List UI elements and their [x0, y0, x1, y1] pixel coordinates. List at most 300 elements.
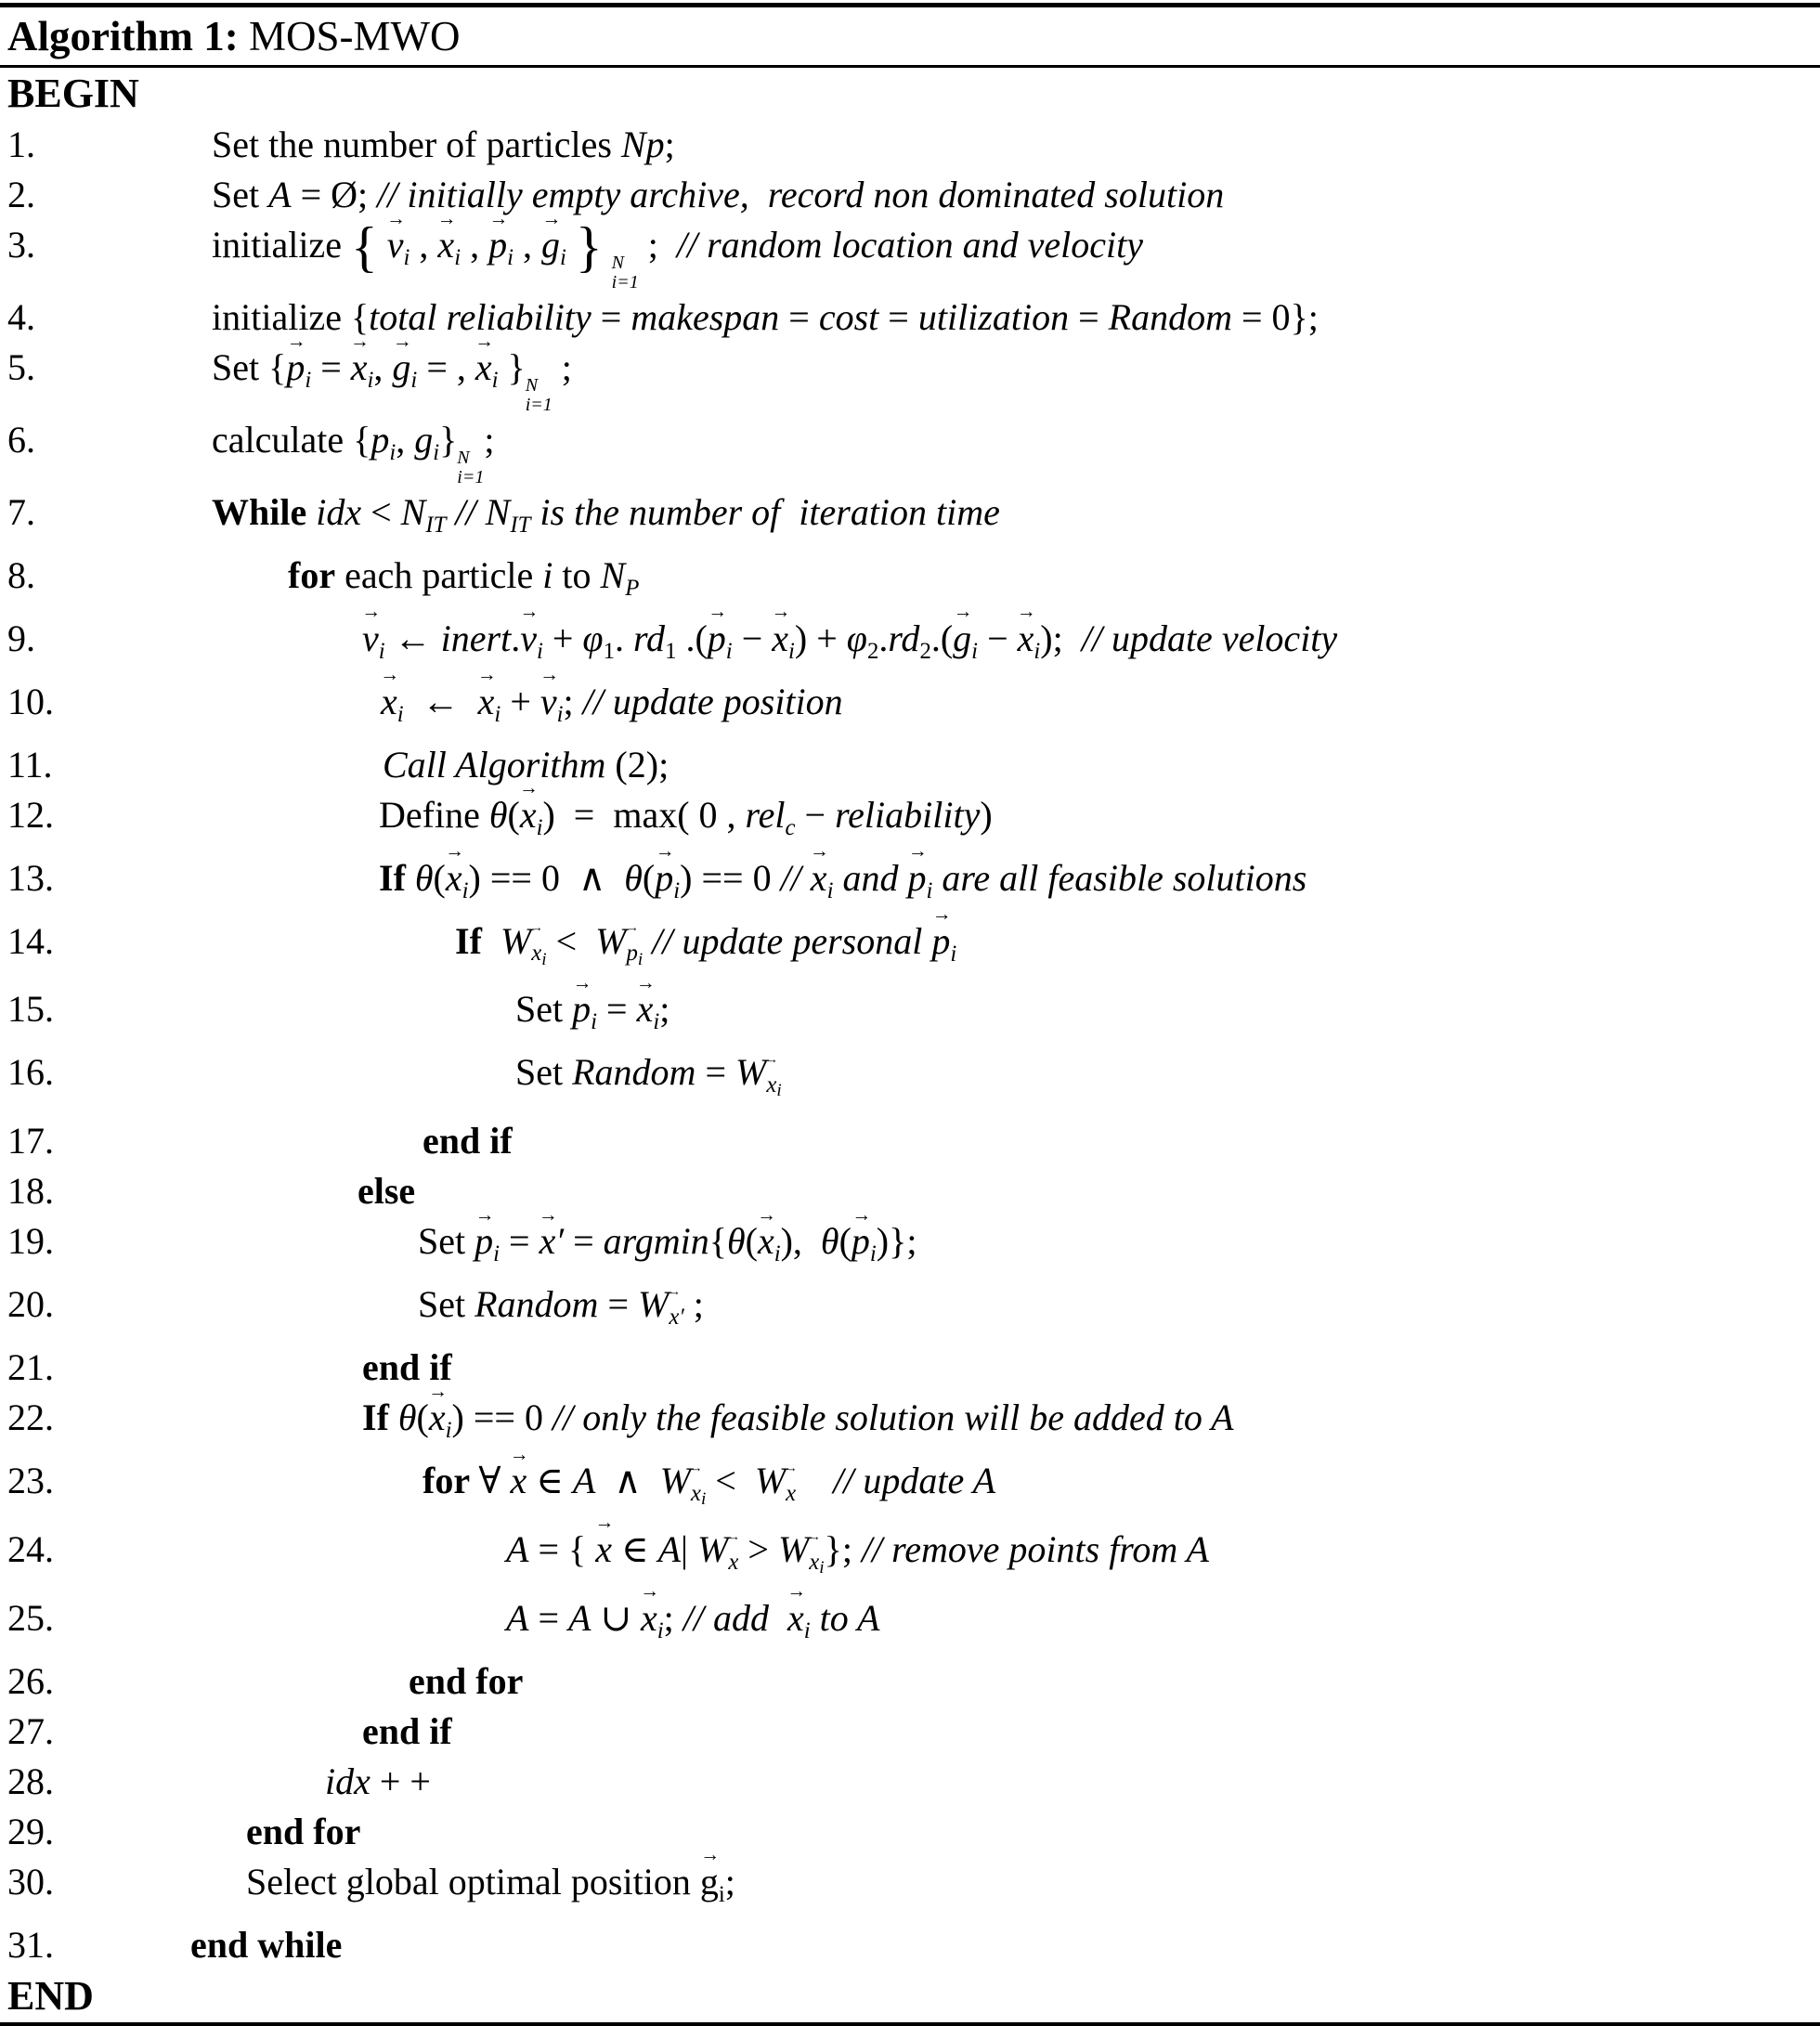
line-number: 17.	[7, 1120, 54, 1162]
code-segment: rd	[632, 617, 666, 659]
algo-line-14	[0, 916, 1820, 985]
code-segment: → p	[626, 929, 637, 979]
code-segment: ,	[410, 224, 438, 266]
line-code	[149, 614, 1337, 677]
code-segment: .(	[676, 617, 708, 659]
code-segment: θ	[414, 856, 434, 899]
algo-line-27	[0, 1707, 1820, 1757]
code-segment: <	[361, 491, 401, 533]
code-segment: cost	[818, 296, 879, 338]
code-segment: IT	[510, 512, 531, 538]
code-segment: Np	[620, 123, 665, 165]
code-segment: 2	[866, 638, 879, 664]
line-code	[149, 216, 1143, 292]
code-segment	[378, 224, 387, 266]
code-segment: i	[403, 244, 410, 270]
code-segment: (	[416, 1396, 429, 1439]
line-code	[149, 551, 639, 614]
code-segment: A	[657, 1527, 682, 1570]
line-code	[149, 487, 1000, 551]
line-code	[149, 1047, 782, 1116]
code-segment: 1	[603, 638, 615, 664]
code-segment: >	[738, 1527, 778, 1570]
code-segment: c	[785, 814, 796, 840]
code-segment: idx	[325, 1760, 370, 1802]
code-segment: Random	[1108, 296, 1232, 338]
algo-line-22	[0, 1393, 1820, 1456]
code-segment: W	[595, 919, 627, 962]
code-segment: utilization	[917, 296, 1070, 338]
code-segment: ),	[780, 1220, 821, 1263]
line-number: 14.	[7, 919, 54, 962]
code-segment: Random	[572, 1051, 696, 1094]
code-segment: i	[653, 1009, 660, 1035]
code-segment: ,	[461, 224, 489, 266]
algo-line-31	[0, 1920, 1820, 1970]
code-segment: → x	[429, 1393, 446, 1443]
line-number: 31.	[7, 1923, 54, 1966]
code-segment: end if	[362, 1709, 452, 1752]
code-segment: (	[507, 793, 520, 836]
code-segment: Select global optimal position	[246, 1860, 700, 1903]
code-segment: // remove points from	[861, 1527, 1187, 1570]
line-number: 11.	[7, 743, 53, 786]
code-segment: + +	[370, 1760, 431, 1802]
line-code	[149, 292, 1319, 343]
code-segment: → x	[520, 790, 537, 840]
code-segment: W	[638, 1283, 670, 1326]
code-segment: → x	[1018, 614, 1034, 664]
code-segment	[446, 491, 455, 533]
line-code	[149, 916, 956, 985]
algorithm-box	[0, 3, 1820, 2019]
algorithm-title: MOS-MWO	[238, 13, 461, 59]
code-segment: → x	[475, 343, 492, 393]
code-segment: for	[288, 553, 336, 596]
algo-line-18	[0, 1166, 1820, 1216]
code-segment: i	[776, 1081, 782, 1101]
algo-line-8	[0, 551, 1820, 614]
code-segment: =	[779, 296, 819, 338]
code-segment: → x	[669, 1292, 679, 1343]
code-segment: φ	[846, 617, 867, 659]
code-segment: ;	[563, 680, 583, 722]
code-segment: A	[506, 1527, 529, 1570]
algo-line-23	[0, 1456, 1820, 1525]
code-segment: i	[819, 1557, 825, 1578]
line-number: 28.	[7, 1760, 54, 1802]
code-segment: reliability	[835, 793, 981, 836]
code-segment: N	[485, 491, 511, 533]
code-segment: → g	[392, 343, 410, 393]
code-segment: |	[681, 1527, 698, 1570]
code-segment: (	[745, 1220, 758, 1263]
line-code	[149, 1807, 360, 1857]
code-segment: W	[659, 1460, 691, 1501]
code-segment: θ	[624, 856, 643, 899]
code-segment: end for	[409, 1659, 524, 1702]
code-segment: calculate {	[212, 419, 371, 461]
code-segment: initialize	[212, 224, 351, 266]
code-segment: ,	[373, 346, 393, 388]
code-segment	[566, 224, 576, 266]
code-segment: → x	[351, 343, 368, 393]
code-segment: {	[708, 1220, 727, 1263]
code-segment: ∈	[526, 1460, 573, 1501]
code-segment: → x	[809, 1538, 819, 1588]
code-segment: W	[777, 1527, 810, 1570]
code-segment: <	[706, 1460, 755, 1501]
code-segment: to	[810, 1596, 858, 1639]
algo-line-13	[0, 853, 1820, 916]
code-segment	[796, 1460, 833, 1501]
code-segment: → p	[655, 853, 673, 903]
line-number: 24.	[7, 1527, 54, 1570]
code-segment: → p	[286, 343, 305, 393]
line-number: 21.	[7, 1346, 54, 1389]
line-number: 19.	[7, 1220, 54, 1263]
line-number: 7.	[7, 491, 35, 533]
code-segment: i	[462, 877, 469, 903]
code-segment: .	[614, 617, 633, 659]
code-segment: .	[511, 617, 521, 659]
code-segment: ′	[679, 1305, 684, 1331]
line-code	[149, 853, 1306, 916]
code-segment: While	[212, 491, 317, 533]
code-segment: ;	[552, 346, 572, 388]
line-number: 29.	[7, 1810, 54, 1852]
line-code	[149, 1343, 452, 1393]
code-segment: → p	[852, 1216, 870, 1266]
code-segment: → x	[786, 1469, 796, 1519]
code-segment: p	[370, 419, 390, 461]
code-segment: → x	[811, 853, 827, 903]
code-segment: i	[433, 439, 440, 465]
code-segment: A	[972, 1460, 995, 1501]
code-segment: {	[350, 216, 378, 278]
line-code	[149, 984, 670, 1047]
code-segment: i	[803, 1617, 811, 1643]
line-code	[149, 170, 1224, 220]
code-segment: i	[445, 1418, 452, 1443]
code-segment: Set	[212, 174, 269, 215]
code-segment: makespan	[630, 296, 780, 338]
line-code	[149, 1656, 523, 1707]
limits-stack: N i=1	[457, 448, 485, 487]
code-segment: N	[600, 553, 626, 596]
line-number: 15.	[7, 988, 54, 1031]
code-segment: =	[528, 1596, 568, 1639]
line-number: 30.	[7, 1860, 54, 1903]
code-segment: i	[536, 814, 543, 840]
code-segment: ,	[396, 419, 415, 461]
code-segment: ) == 0	[451, 1396, 552, 1439]
line-number: 10.	[7, 680, 54, 722]
algo-line-11	[0, 740, 1820, 790]
line-code	[149, 740, 669, 790]
code-segment: // random location and velocity	[676, 224, 1143, 266]
code-segment: W	[697, 1527, 729, 1570]
code-segment: Set {	[212, 346, 287, 388]
code-segment: ∧	[595, 1460, 660, 1501]
code-segment: // update position	[582, 680, 843, 722]
code-segment: → p	[931, 916, 950, 967]
code-segment: → v	[362, 614, 379, 664]
code-segment: i	[700, 1488, 707, 1509]
code-segment: // only the feasible solution will be added to	[552, 1396, 1212, 1439]
algo-line-1	[0, 120, 1820, 170]
line-number: 22.	[7, 1396, 54, 1439]
code-segment: ∪	[591, 1596, 641, 1639]
code-segment: end if	[362, 1346, 452, 1389]
algo-line-9	[0, 614, 1820, 677]
code-segment: +	[500, 680, 540, 722]
code-segment: W	[500, 919, 532, 962]
code-segment: inert	[440, 617, 512, 659]
code-segment: (2);	[605, 743, 670, 786]
line-number: 3.	[7, 224, 35, 266]
line-code	[149, 343, 572, 415]
code-segment: i	[389, 439, 396, 465]
code-segment: i	[673, 877, 681, 903]
code-segment: =	[500, 1220, 540, 1263]
end-keyword: END	[7, 1972, 94, 2019]
code-segment: (	[838, 1220, 852, 1263]
code-segment: → p	[907, 853, 926, 903]
algo-line-10	[0, 677, 1820, 740]
code-segment: A	[1211, 1396, 1234, 1439]
algo-line-30	[0, 1857, 1820, 1920]
code-segment: i	[410, 367, 418, 393]
code-segment: A	[1186, 1527, 1209, 1570]
code-segment: A	[268, 174, 292, 215]
algo-line-28	[0, 1757, 1820, 1807]
code-segment: i	[637, 949, 644, 969]
code-segment: → p	[572, 984, 591, 1034]
code-segment: ;	[724, 1860, 735, 1903]
algorithm-number-label: Algorithm 1:	[7, 13, 239, 59]
code-segment: ;	[638, 224, 677, 266]
code-segment: Call Algorithm	[383, 743, 606, 786]
code-segment: =	[696, 1051, 736, 1094]
code-segment: ) = max( 0 ,	[542, 793, 746, 836]
line-code	[149, 1279, 704, 1343]
code-segment: i	[367, 367, 374, 393]
line-code	[149, 790, 993, 853]
code-segment: = 0};	[1231, 296, 1319, 338]
code-segment: );	[1040, 617, 1082, 659]
code-segment: rel	[745, 793, 786, 836]
algorithm-lines	[0, 120, 1820, 1970]
code-segment: θ	[488, 793, 508, 836]
code-segment: i	[541, 949, 547, 969]
code-segment: i	[507, 244, 514, 270]
code-segment: argmin	[603, 1220, 709, 1263]
code-segment: ←	[384, 617, 441, 659]
line-number: 25.	[7, 1596, 54, 1639]
code-segment: };	[824, 1527, 862, 1570]
code-segment: → v	[387, 220, 404, 270]
code-segment: // update personal	[652, 919, 932, 962]
algo-line-15	[0, 984, 1820, 1047]
code-segment: end while	[190, 1923, 343, 1966]
code-segment: i	[869, 1241, 877, 1267]
begin-keyword: BEGIN	[7, 71, 139, 116]
code-segment: → x	[446, 853, 462, 903]
limits-stack: N i=1	[611, 253, 639, 292]
code-segment: =	[597, 988, 637, 1031]
code-segment: → x	[511, 1456, 527, 1506]
code-segment: i	[536, 638, 543, 664]
code-segment: )	[980, 793, 993, 836]
line-code	[149, 1920, 342, 1970]
code-segment: =	[878, 296, 918, 338]
code-segment: IT	[425, 512, 447, 538]
code-segment: → x	[772, 614, 788, 664]
line-code	[149, 1757, 431, 1807]
code-segment: i	[378, 638, 385, 664]
code-segment: //	[780, 856, 811, 899]
algo-line-4	[0, 292, 1820, 343]
line-number: 16.	[7, 1051, 54, 1094]
code-segment: ;	[484, 419, 495, 461]
code-segment: A	[572, 1460, 596, 1501]
code-segment: → x	[531, 929, 541, 979]
code-segment: → v	[520, 614, 537, 664]
code-segment: // initially empty archive, record non dominated solution	[377, 174, 1225, 215]
code-segment: 1	[665, 638, 677, 664]
code-segment: ←	[403, 680, 478, 722]
code-segment: → x	[691, 1469, 701, 1519]
code-segment: ;	[659, 988, 670, 1031]
code-segment: =	[598, 1283, 639, 1326]
algo-line-21	[0, 1343, 1820, 1393]
code-segment: i	[491, 367, 499, 393]
code-segment: total reliability	[369, 296, 592, 338]
code-segment: → g	[700, 1857, 719, 1907]
code-segment: = ,	[417, 346, 475, 388]
code-segment: rd	[888, 617, 920, 659]
line-code	[149, 677, 843, 740]
code-segment: i	[718, 1881, 725, 1907]
line-code	[149, 1166, 415, 1216]
algo-line-24	[0, 1525, 1820, 1593]
algo-line-26	[0, 1656, 1820, 1707]
algorithm-body	[0, 68, 1820, 2022]
code-segment: W	[754, 1460, 786, 1501]
code-segment: θ	[820, 1220, 839, 1263]
code-segment: }	[498, 346, 526, 388]
code-segment: ;	[683, 1283, 704, 1326]
code-segment: If	[379, 856, 415, 899]
line-code	[149, 1593, 879, 1656]
code-segment: N	[400, 491, 426, 533]
code-segment	[603, 224, 612, 266]
code-segment: ) == 0	[680, 856, 781, 899]
line-number: 27.	[7, 1709, 54, 1752]
code-segment: ) == 0 ∧	[468, 856, 625, 899]
code-segment: )};	[876, 1220, 917, 1263]
code-segment: i	[556, 701, 564, 727]
code-segment: ,	[513, 224, 541, 266]
code-segment: → x	[728, 1538, 738, 1588]
line-code	[149, 1707, 452, 1757]
code-segment: // update velocity	[1081, 617, 1338, 659]
code-segment: → x	[478, 677, 495, 727]
code-segment: = {	[528, 1527, 596, 1570]
code-segment: Set	[418, 1220, 475, 1263]
line-number: 20.	[7, 1283, 54, 1326]
line-number: 1.	[7, 123, 35, 165]
code-segment: P	[625, 575, 640, 601]
code-segment: = Ø;	[291, 174, 378, 215]
code-segment: // update	[833, 1460, 973, 1501]
code-segment: i	[542, 553, 553, 596]
line-number: 13.	[7, 856, 54, 899]
code-segment: → x	[437, 220, 454, 270]
code-segment: −	[795, 793, 836, 836]
code-segment: is the number of iteration time	[530, 491, 1000, 533]
code-segment: <	[546, 919, 596, 962]
code-segment: → p	[708, 614, 726, 664]
code-segment: Define	[379, 793, 489, 836]
line-number: 6.	[7, 419, 35, 461]
line-code	[149, 1525, 1209, 1593]
code-segment: Set	[515, 988, 573, 1031]
code-segment: i	[493, 1241, 500, 1267]
code-segment: → x	[766, 1060, 776, 1110]
code-segment: // add	[682, 1596, 787, 1639]
algo-line-19	[0, 1216, 1820, 1279]
code-segment: i	[971, 638, 979, 664]
line-number: 12.	[7, 793, 54, 836]
code-segment: → x	[637, 984, 654, 1034]
code-segment: i	[396, 701, 404, 727]
code-segment: .(	[930, 617, 954, 659]
code-segment: (	[433, 856, 446, 899]
code-segment: (	[642, 856, 656, 899]
algo-line-7	[0, 487, 1820, 551]
code-segment: If	[362, 1396, 398, 1439]
bottom-rule	[0, 2022, 1820, 2026]
line-number: 4.	[7, 296, 35, 338]
code-segment: initialize {	[212, 296, 370, 338]
code-segment: ;	[663, 1596, 683, 1639]
line-number: 26.	[7, 1659, 54, 1702]
code-segment: =	[564, 1220, 604, 1263]
algorithm-header	[0, 7, 1820, 65]
code-segment: If	[455, 919, 500, 962]
code-segment: i	[591, 1009, 598, 1035]
code-segment: i	[774, 1241, 781, 1267]
code-segment: 2	[919, 638, 931, 664]
code-segment: are all feasible solutions	[932, 856, 1307, 899]
code-segment: i	[826, 877, 834, 903]
code-segment: Set	[418, 1283, 475, 1326]
code-segment: → v	[540, 677, 557, 727]
code-segment: → x	[540, 1216, 556, 1266]
code-segment: for	[422, 1460, 479, 1501]
code-segment: i	[305, 367, 312, 393]
code-segment: Random	[474, 1283, 599, 1326]
code-segment: → x	[381, 677, 397, 727]
code-segment: each particle	[335, 553, 543, 596]
code-segment: i	[454, 244, 462, 270]
code-segment: → p	[488, 220, 507, 270]
algo-line-25	[0, 1593, 1820, 1656]
code-segment: → g	[541, 220, 560, 270]
code-segment: θ	[397, 1396, 417, 1439]
